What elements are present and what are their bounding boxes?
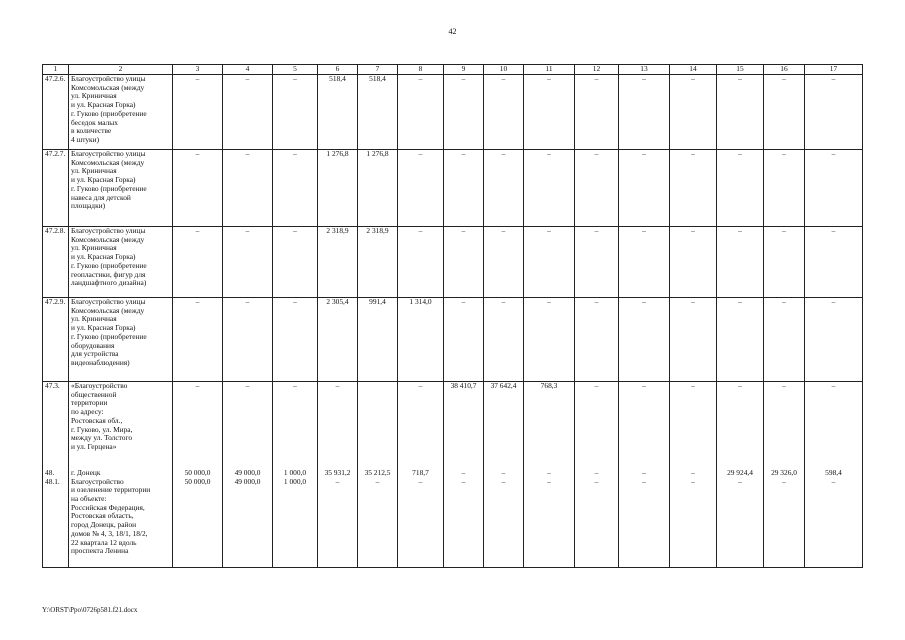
cell-value: – (805, 382, 863, 469)
cell-value: – (173, 227, 223, 298)
cell-value: – (273, 75, 318, 150)
cell-value: 2 305,4 (318, 298, 358, 382)
cell-value: – (484, 478, 524, 568)
cell-value: – (670, 382, 717, 469)
cell-value: 991,4 (358, 298, 398, 382)
column-number: 9 (444, 65, 484, 75)
row-code: 48.1. (43, 478, 69, 568)
cell-value: – (398, 382, 444, 469)
column-number: 16 (764, 65, 805, 75)
column-number: 6 (318, 65, 358, 75)
cell-value: – (805, 75, 863, 150)
row-description: «Благоустройство общественной территории по адресу: Ростовская обл., г. Гуково, ул. Мира, между ул. Толстого и ул. Герцена» (69, 382, 173, 469)
cell-value: – (444, 227, 484, 298)
table-row (43, 150, 863, 227)
cell-value: – (805, 150, 863, 227)
cell-value: 35 212,5 (358, 469, 398, 478)
column-number: 4 (223, 65, 273, 75)
column-number: 7 (358, 65, 398, 75)
cell-value: – (444, 150, 484, 227)
cell-value: 1 276,8 (358, 150, 398, 227)
cell-value: – (444, 478, 484, 568)
cell-value: – (223, 382, 273, 469)
cell-value: – (764, 150, 805, 227)
cell-value: – (575, 382, 619, 469)
cell-value: – (717, 298, 764, 382)
row-description: Благоустройство улицы Комсомольская (между ул. Криничная и ул. Красная Горка) г. Гуково (приобретение геопластики, фигур для ландшафтного дизайна) (69, 227, 173, 298)
cell-value: – (173, 75, 223, 150)
cell-value: – (484, 150, 524, 227)
cell-value: – (717, 478, 764, 568)
cell-value: – (524, 478, 575, 568)
cell-value: – (484, 227, 524, 298)
cell-value: – (717, 382, 764, 469)
column-number: 14 (670, 65, 717, 75)
column-number: 1 (43, 65, 69, 75)
cell-value: – (524, 150, 575, 227)
table-row (43, 75, 863, 150)
cell-value: – (619, 75, 670, 150)
row-code: 48. (43, 469, 69, 478)
cell-value: – (318, 382, 358, 469)
cell-value: 2 318,9 (318, 227, 358, 298)
cell-value: 598,4 (805, 469, 863, 478)
column-number: 5 (273, 65, 318, 75)
cell-value: – (764, 75, 805, 150)
column-number: 10 (484, 65, 524, 75)
row-code: 47.2.7. (43, 150, 69, 227)
cell-value: 35 931,2 (318, 469, 358, 478)
cell-value: 518,4 (358, 75, 398, 150)
table-row (43, 227, 863, 298)
cell-value: – (575, 469, 619, 478)
cell-value: – (805, 227, 863, 298)
cell-value: – (524, 469, 575, 478)
column-number: 11 (524, 65, 575, 75)
cell-value: 768,3 (524, 382, 575, 469)
cell-value: – (223, 298, 273, 382)
cell-value: – (444, 75, 484, 150)
cell-value: – (619, 478, 670, 568)
cell-value: – (619, 298, 670, 382)
cell-value: – (273, 150, 318, 227)
cell-value: – (398, 75, 444, 150)
cell-value: – (173, 298, 223, 382)
cell-value: – (223, 227, 273, 298)
cell-value: 2 318,9 (358, 227, 398, 298)
row-description: г. Донецк (69, 469, 173, 478)
cell-value: 1 276,8 (318, 150, 358, 227)
cell-value: – (223, 75, 273, 150)
cell-value: – (273, 382, 318, 469)
cell-value: – (484, 469, 524, 478)
cell-value: – (619, 382, 670, 469)
cell-value (358, 382, 398, 469)
table-row (43, 469, 863, 478)
cell-value: – (619, 150, 670, 227)
cell-value: 1 314,0 (398, 298, 444, 382)
cell-value: 50 000,0 (173, 469, 223, 478)
column-number: 13 (619, 65, 670, 75)
cell-value: – (398, 478, 444, 568)
cell-value: – (717, 75, 764, 150)
cell-value: – (398, 227, 444, 298)
cell-value: 718,7 (398, 469, 444, 478)
cell-value: – (575, 150, 619, 227)
cell-value: 1 000,0 (273, 469, 318, 478)
table-row (43, 478, 863, 568)
cell-value: – (764, 227, 805, 298)
cell-value: – (484, 298, 524, 382)
cell-value: – (670, 469, 717, 478)
row-description: Благоустройство и озеленение территории на объекте: Российская Федерация, Ростовская область, город Донецк, район домов № 4, 3, 18/1, 18/2, 22 квартала 12 вдоль проспекта Ленина (69, 478, 173, 568)
table-row (43, 298, 863, 382)
cell-value: – (575, 478, 619, 568)
cell-value: – (717, 150, 764, 227)
cell-value: – (670, 150, 717, 227)
column-number: 17 (805, 65, 863, 75)
cell-value: – (318, 478, 358, 568)
page-number: 42 (448, 27, 457, 36)
cell-value: – (273, 227, 318, 298)
row-code: 47.3. (43, 382, 69, 469)
column-number: 15 (717, 65, 764, 75)
row-code: 47.2.6. (43, 75, 69, 150)
cell-value: – (444, 469, 484, 478)
column-number: 3 (173, 65, 223, 75)
row-code: 47.2.8. (43, 227, 69, 298)
cell-value: – (398, 150, 444, 227)
cell-value: – (670, 478, 717, 568)
cell-value: 29 924,4 (717, 469, 764, 478)
column-number: 12 (575, 65, 619, 75)
cell-value: – (444, 298, 484, 382)
cell-value: – (670, 298, 717, 382)
cell-value: 50 000,0 (173, 478, 223, 568)
cell-value: – (223, 150, 273, 227)
cell-value: – (358, 478, 398, 568)
cell-value: 37 642,4 (484, 382, 524, 469)
cell-value: – (524, 298, 575, 382)
cell-value: – (805, 298, 863, 382)
cell-value: 38 410,7 (444, 382, 484, 469)
row-description: Благоустройство улицы Комсомольская (между ул. Криничная и ул. Красная Горка) г. Гуково (приобретение беседок малых в количестве 4 штуки) (69, 75, 173, 150)
cell-value: 518,4 (318, 75, 358, 150)
file-path-footer: Y:\ORST\Ppo\0726p581.f21.docx (42, 606, 138, 614)
cell-value: – (173, 382, 223, 469)
cell-value: – (764, 478, 805, 568)
cell-value: – (575, 75, 619, 150)
cell-value: – (764, 382, 805, 469)
cell-value: – (670, 227, 717, 298)
column-number-row (43, 65, 863, 75)
cell-value: – (619, 469, 670, 478)
cell-value: – (764, 298, 805, 382)
column-number: 2 (69, 65, 173, 75)
cell-value: – (524, 75, 575, 150)
column-number: 8 (398, 65, 444, 75)
cell-value: 49 000,0 (223, 469, 273, 478)
cell-value: – (805, 478, 863, 568)
cell-value: – (717, 227, 764, 298)
cell-value: – (173, 150, 223, 227)
cell-value: – (575, 298, 619, 382)
cell-value: – (484, 75, 524, 150)
budget-table (42, 64, 863, 568)
cell-value: – (619, 227, 670, 298)
cell-value: – (670, 75, 717, 150)
table-row (43, 382, 863, 469)
cell-value: – (524, 227, 575, 298)
cell-value: – (273, 298, 318, 382)
cell-value: 49 000,0 (223, 478, 273, 568)
row-description: Благоустройство улицы Комсомольская (между ул. Криничная и ул. Красная Горка) г. Гуково (приобретение оборудования для устройства видеонаблюдения) (69, 298, 173, 382)
cell-value: 1 000,0 (273, 478, 318, 568)
row-code: 47.2.9. (43, 298, 69, 382)
cell-value: 29 326,0 (764, 469, 805, 478)
row-description: Благоустройство улицы Комсомольская (между ул. Криничная и ул. Красная Горка) г. Гуково (приобретение навеса для детской площадки) (69, 150, 173, 227)
cell-value: – (575, 227, 619, 298)
